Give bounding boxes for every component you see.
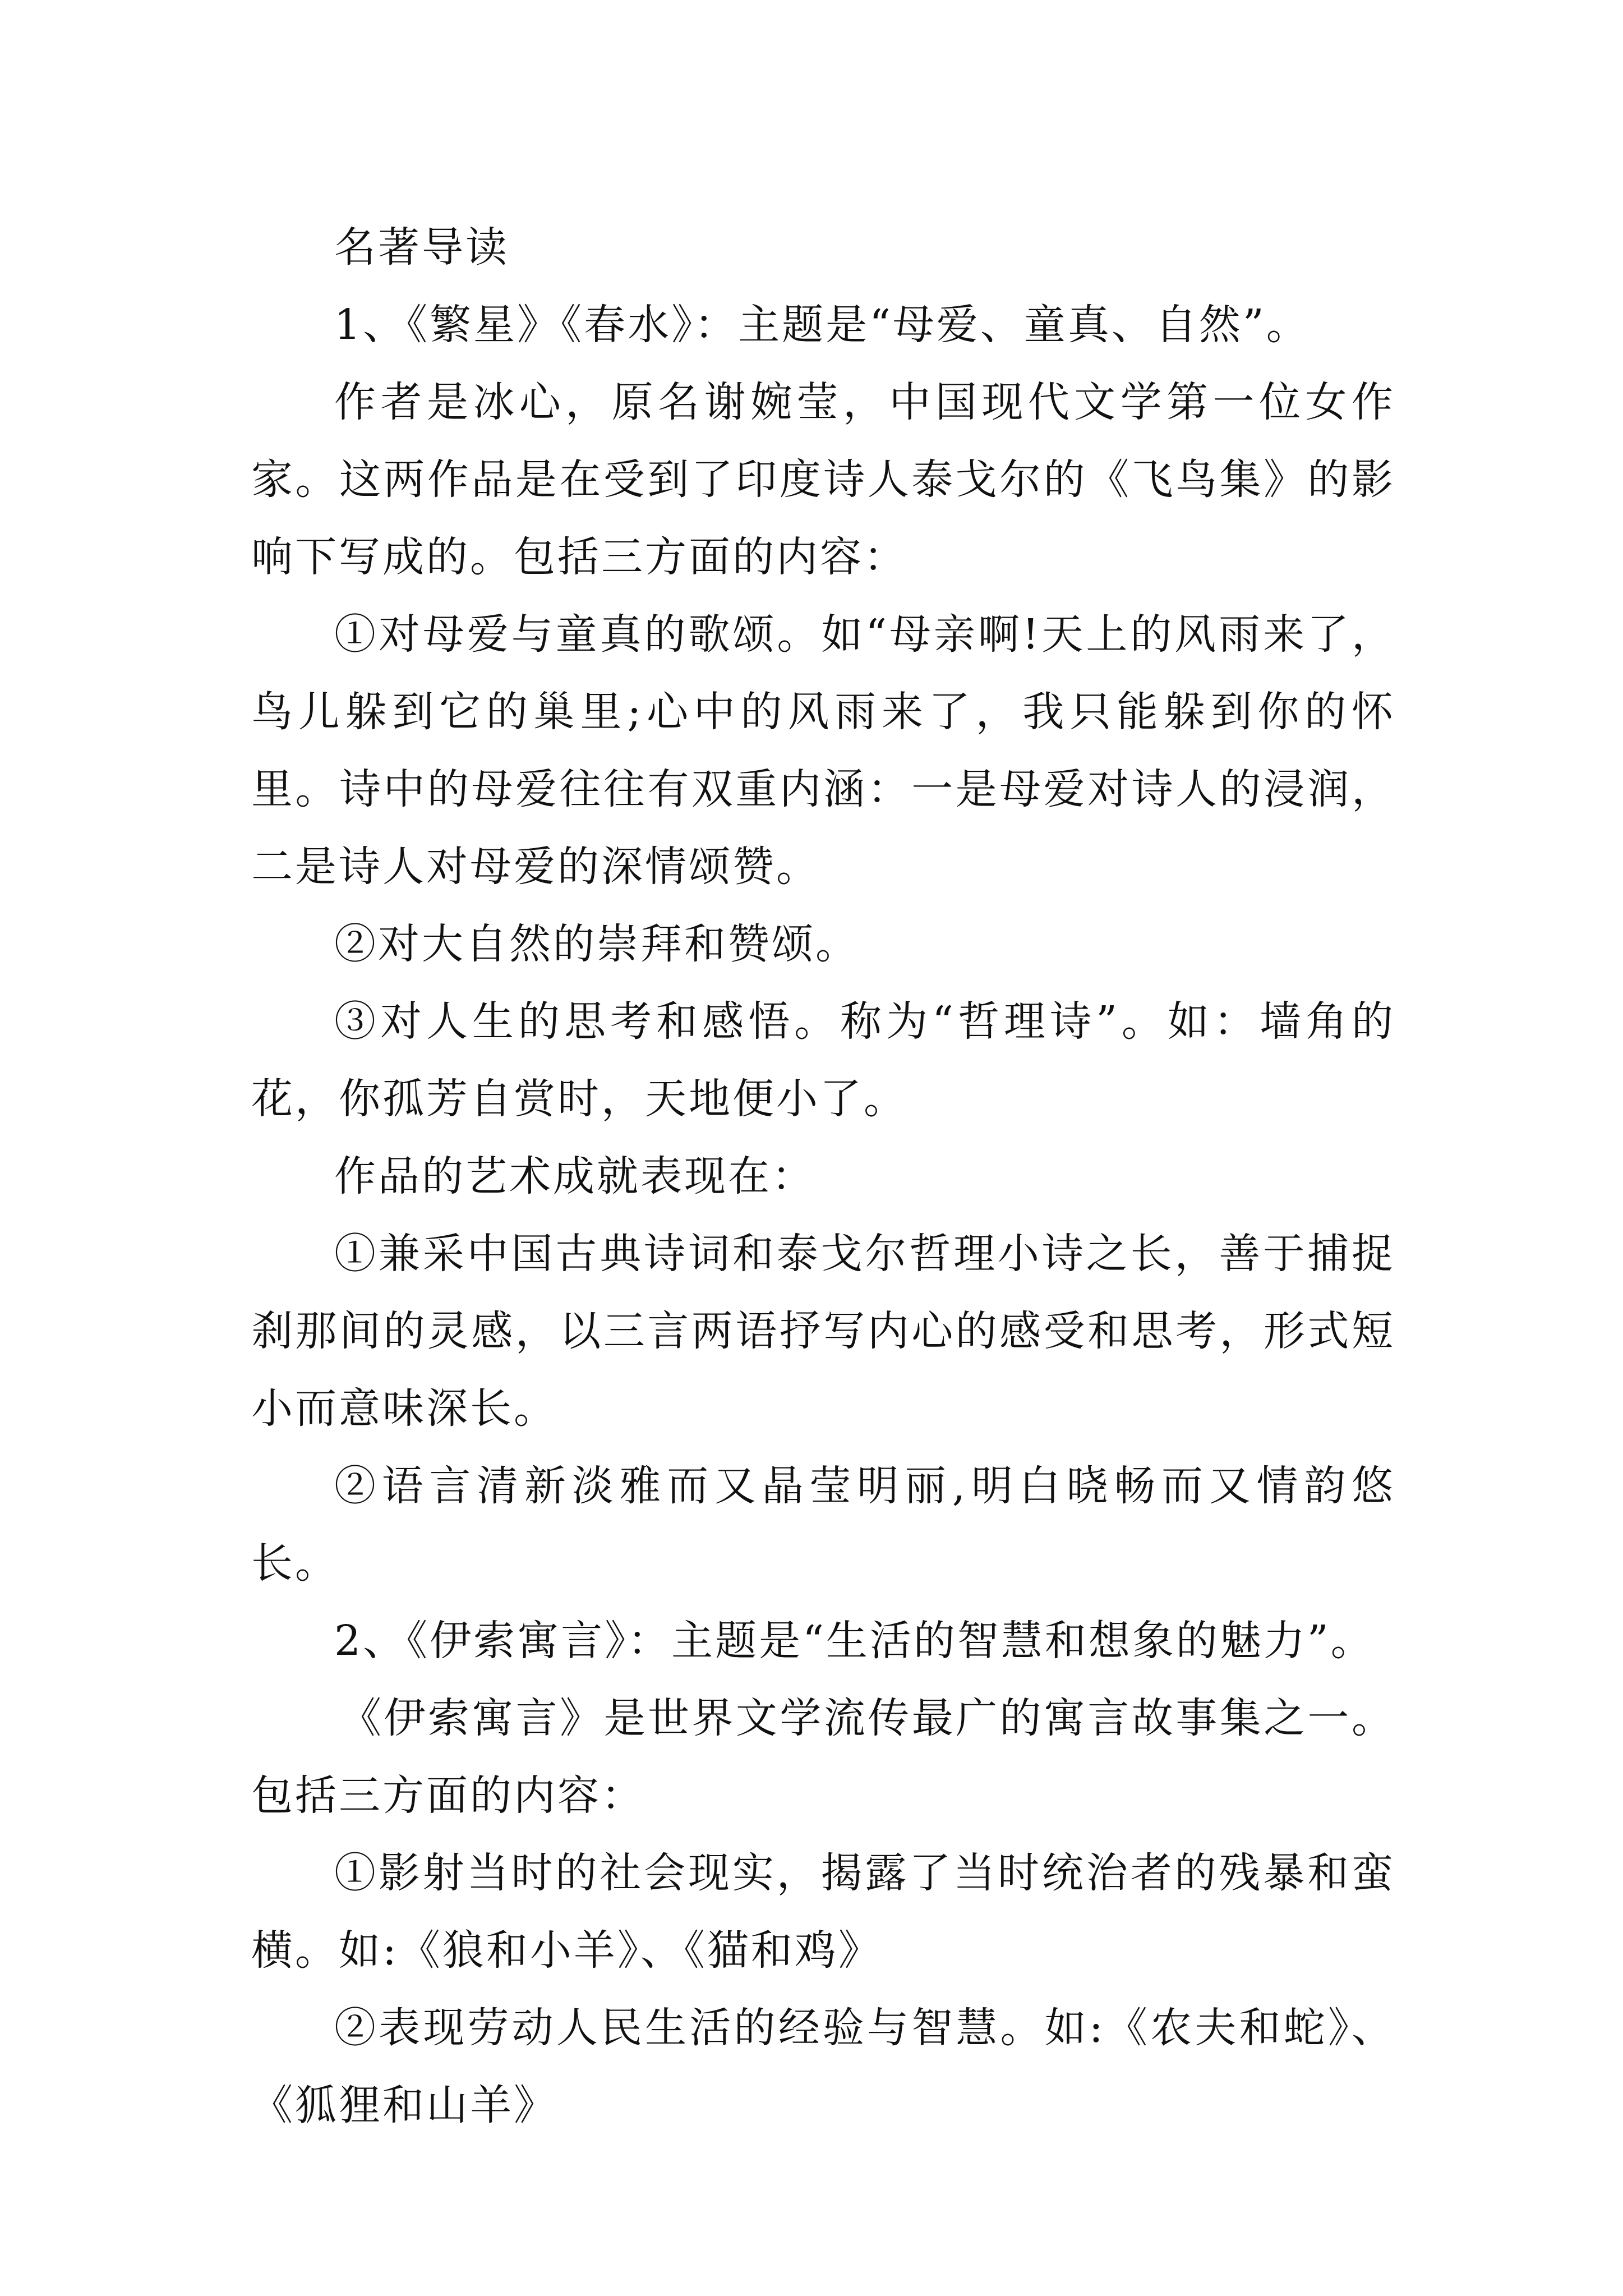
paragraph-item-8: ②语言清新淡雅而又晶莹明丽,明白晓畅而又情韵悠长。 xyxy=(251,1462,1395,1588)
paragraph-item-4: ②对大自然的崇拜和赞颂。 xyxy=(334,920,859,968)
paragraph-item-11: ①影射当时的社会现实，揭露了当时统治者的残暴和蛮横。如:《狼和小羊》、《猫和鸡》 xyxy=(251,1849,1395,1975)
section-heading: 名著导读 xyxy=(334,223,509,272)
paragraph-item-12: ②表现劳动人民生活的经验与智慧。如:《农夫和蛇》、《狐狸和山羊》 xyxy=(251,2004,1395,2129)
paragraph-item-1: 1、《繁星》《春水》：主题是“母爱、童真、自然”。 xyxy=(334,301,1310,349)
paragraph-item-10: 《伊索寓言》是世界文学流传最广的寓言故事集之一。包括三方面的内容： xyxy=(251,1694,1395,1820)
paragraph-item-3: ①对母爱与童真的歌颂。如“母亲啊!天上的风雨来了，鸟儿躲到它的巢里;心中的风雨来了，我只能躲到你的怀里。诗中的母爱往往有双重内涵：一是母爱对诗人的浸润，二是诗人对母爱的深情颂赞。 xyxy=(251,610,1395,891)
paragraph-item-6: 作品的艺术成就表现在： xyxy=(334,1152,815,1200)
document-body xyxy=(251,209,1395,2144)
paragraph-item-9: 2、《伊索寓言》：主题是“生活的智慧和想象的魅力”。 xyxy=(334,1617,1375,1665)
paragraph-item-7: ①兼采中国古典诗词和泰戈尔哲理小诗之长，善于捕捉刹那间的灵感，以三言两语抒写内心的感受和思考，形式短小而意味深长。 xyxy=(251,1230,1395,1433)
paragraph-item-2: 作者是冰心，原名谢婉莹，中国现代文学第一位女作家。这两作品是在受到了印度诗人泰戈尔的《飞鸟集》的影响下写成的。包括三方面的内容： xyxy=(251,378,1395,581)
paragraph-item-5: ③对人生的思考和感悟。称为“哲理诗”。如：墙角的花，你孤芳自赏时，天地便小了。 xyxy=(251,997,1395,1123)
